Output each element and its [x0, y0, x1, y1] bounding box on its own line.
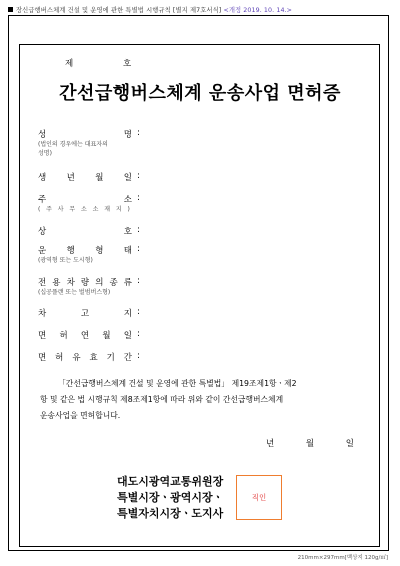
field-label [38, 171, 132, 183]
field-note [38, 205, 130, 214]
label-char: 종 [109, 278, 118, 288]
authority-line: 특별시장ㆍ광역시장ㆍ [117, 491, 224, 504]
field-name [38, 128, 140, 157]
label-char: 효 [89, 353, 98, 363]
colon: : [137, 244, 140, 254]
authority-line: 대도시광역교통위원장 [117, 475, 224, 488]
seal-label: 직인 [251, 493, 267, 502]
label-char: 운 [38, 246, 47, 256]
revision-date: <개정 2019. 10. 14.> [223, 7, 293, 14]
date-day: 일 [345, 439, 354, 449]
colon: : [137, 329, 140, 339]
field-label [38, 244, 132, 256]
colon: : [137, 171, 140, 181]
field-note [38, 256, 93, 265]
statement-line: 「간선급행버스체계 건설 및 운영에 관한 특별법」 제19조제1항ㆍ제2 [58, 379, 297, 388]
number-suffix: 호 [123, 59, 134, 69]
issue-date [266, 437, 354, 449]
label-char: 성 [38, 130, 47, 140]
label-char: 허 [59, 331, 68, 341]
label-char: 차 [66, 278, 75, 288]
colon: : [137, 128, 140, 138]
field-label [38, 276, 132, 288]
label-char: 주 [38, 195, 47, 205]
label-char: 기 [106, 353, 115, 363]
label-char: 고 [80, 309, 90, 319]
field-license-validity [38, 351, 140, 363]
label-char: 연 [80, 331, 90, 341]
note-char: 사 [57, 206, 64, 213]
note-char: 지 [115, 206, 122, 213]
label-char: 명 [123, 130, 132, 140]
colon: : [137, 276, 140, 286]
field-address [38, 193, 140, 213]
colon: : [137, 351, 140, 361]
form-reference: 장신급행버스체계 건설 및 운영에 관한 특별법 시행규칙 [별지 제7호서식] [16, 7, 222, 14]
field-label [38, 193, 132, 205]
note-char: 주 [46, 206, 52, 213]
label-char: 차 [38, 309, 47, 319]
date-month: 월 [305, 439, 315, 449]
label-char: 호 [123, 227, 132, 237]
note-line: (법인의 경우에는 대표자의 [38, 141, 108, 148]
official-seal [236, 475, 282, 520]
label-char: 일 [123, 173, 132, 183]
note-char: 재 [104, 206, 111, 213]
license-statement [40, 376, 360, 424]
date-year: 년 [266, 439, 275, 449]
field-birthdate [38, 171, 140, 183]
label-char: 류 [123, 278, 132, 288]
note-char: 소 [92, 206, 99, 213]
label-char: 형 [95, 246, 104, 256]
field-label [38, 351, 132, 363]
label-char: 용 [52, 278, 61, 288]
label-char: 허 [55, 353, 64, 363]
note-line: (십공플랜 또는 벌범버스형) [38, 289, 111, 296]
note-char: 소 [81, 206, 87, 213]
field-label [38, 329, 132, 341]
field-trade-name [38, 225, 140, 237]
note-line: (광역형 또는 도시형) [38, 257, 93, 264]
field-note [38, 140, 108, 158]
statement-line: 항 및 같은 법 시행규칙 제8조제1항에 따라 위와 같이 간선급행버스체계 [40, 395, 284, 404]
label-char: 면 [38, 353, 47, 363]
label-char: 유 [72, 353, 81, 363]
colon: : [137, 225, 140, 235]
label-char: 생 [38, 173, 47, 183]
note-char: ( [38, 206, 41, 213]
label-char: 의 [95, 278, 104, 288]
field-garage [38, 307, 140, 319]
field-label [38, 307, 132, 319]
label-char: 월 [102, 331, 111, 341]
label-char: 월 [95, 173, 104, 183]
note-char: ) [127, 206, 130, 213]
label-char: 태 [123, 246, 132, 256]
label-char: 일 [123, 331, 132, 341]
number-prefix: 제 [65, 59, 76, 69]
note-char: 무 [69, 206, 76, 213]
field-label [38, 128, 132, 140]
label-char: 행 [66, 246, 75, 256]
issuing-authority [117, 474, 223, 522]
field-label [38, 225, 132, 237]
field-license-date [38, 329, 140, 341]
colon: : [137, 193, 140, 203]
field-vehicle-type [38, 276, 140, 296]
label-char: 소 [123, 195, 132, 205]
label-char: 지 [123, 309, 132, 319]
authority-line: 특별자치시장ㆍ도지사 [117, 507, 224, 520]
note-line: 성명) [38, 150, 52, 157]
square-bullet-icon [8, 7, 13, 12]
field-note [38, 288, 110, 297]
paper-spec: 210mm×297mm[백상지 120g/㎡] [297, 555, 388, 561]
certificate-number [65, 57, 134, 69]
label-char: 전 [38, 278, 47, 288]
page-title: 간선급행버스체계 운송사업 면허증 [59, 83, 341, 104]
form-header [8, 5, 292, 14]
label-char: 상 [38, 227, 47, 237]
statement-line: 운송사업을 면허합니다. [40, 411, 121, 420]
label-char: 년 [66, 173, 75, 183]
field-operation-type [38, 244, 140, 264]
label-char: 량 [80, 278, 90, 288]
label-char: 간 [123, 353, 132, 363]
colon: : [137, 307, 140, 317]
label-char: 면 [38, 331, 47, 341]
